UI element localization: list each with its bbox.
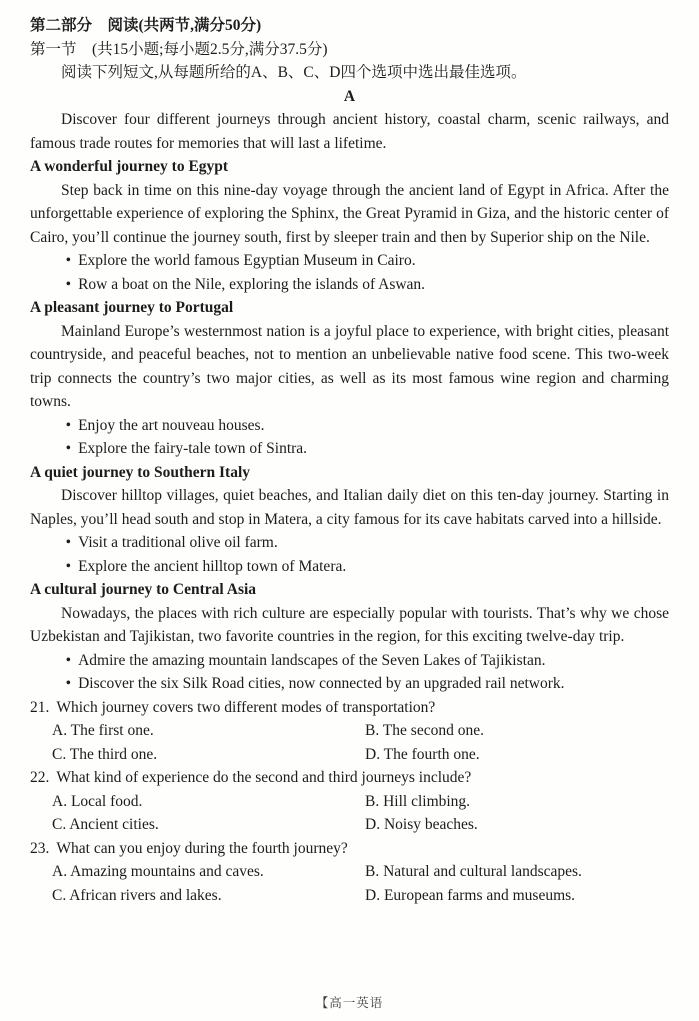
bullet-text: Row a boat on the Nile, exploring the islands of Aswan.: [78, 275, 426, 293]
bullet-item: [30, 249, 669, 273]
part-heading: 第二部分 阅读(共两节,满分50分): [30, 17, 262, 34]
question-stem: [30, 696, 669, 720]
section-body-central-asia: Nowadays, the places with rich culture are especially popular with tourists. That’s why we chose Uzbekistan and Tajikistan, two favorite countries in the region, for this exciting twelve-day trip.: [30, 604, 669, 645]
question-21: [30, 696, 669, 767]
bullet-item: [30, 414, 669, 438]
options-grid: [30, 790, 669, 837]
bullet-item: [30, 437, 669, 461]
bullet-icon: •: [65, 651, 72, 669]
option-d: D. Noisy beaches.: [365, 816, 478, 833]
question-stem: [30, 837, 669, 861]
options-grid: [30, 719, 669, 766]
question-text: What can you enjoy during the fourth journey?: [56, 839, 348, 857]
bullet-item: [30, 531, 669, 555]
section-heading-portugal: A pleasant journey to Portugal: [30, 299, 234, 316]
option-d: D. The fourth one.: [365, 745, 480, 763]
question-text: Which journey covers two different modes of transportation?: [56, 698, 436, 716]
option-b: B. The second one.: [365, 722, 484, 739]
bullet-text: Admire the amazing mountain landscapes of the Seven Lakes of Tajikistan.: [78, 651, 546, 669]
bullet-text: Visit a traditional olive oil farm.: [78, 534, 278, 551]
section-body-italy: Discover hilltop villages, quiet beaches, and Italian daily diet on this ten-day journey. Starting in Naples, you’ll head south and stop in Matera, a city famous for its cave habitats carved into a hillside.: [30, 487, 669, 528]
bullet-text: Explore the ancient hilltop town of Matera.: [78, 557, 347, 575]
bullet-item: [30, 555, 669, 579]
section-heading-central-asia: A cultural journey to Central Asia: [30, 581, 257, 598]
bullet-icon: •: [65, 557, 72, 575]
option-b: B. Hill climbing.: [365, 792, 471, 810]
option-c: C. African rivers and lakes.: [52, 886, 222, 904]
option-a: A. The first one.: [52, 722, 154, 739]
bullet-text: Explore the fairy-tale town of Sintra.: [78, 440, 308, 457]
section-body-egypt: Step back in time on this nine-day voyage through the ancient land of Egypt in Africa. After the unforgettable experience of exploring the Sphinx, the Great Pyramid in Giza, and the historic center of Cairo, you’ll continue the journey south, first by sleeper train and then by Superior ship on the Nile.: [30, 181, 669, 246]
option-a: A. Amazing mountains and caves.: [52, 863, 264, 880]
bullet-item: [30, 649, 669, 673]
bullet-text: Discover the six Silk Road cities, now connected by an upgraded rail network.: [78, 675, 565, 692]
section-heading-egypt: A wonderful journey to Egypt: [30, 158, 229, 175]
question-number: 21.: [30, 698, 50, 716]
bullet-icon: •: [65, 416, 72, 434]
bullet-icon: •: [65, 675, 72, 692]
section-heading-italy: A quiet journey to Southern Italy: [30, 463, 251, 481]
bullet-item: [30, 273, 669, 297]
bullet-icon: •: [65, 275, 72, 293]
section-heading: 第一节 (共15小题;每小题2.5分,满分37.5分): [30, 40, 328, 58]
question-23: [30, 837, 669, 908]
question-number: 23.: [30, 839, 50, 857]
bullet-item: [30, 672, 669, 696]
bullet-icon: •: [65, 252, 72, 269]
bullet-text: Explore the world famous Egyptian Museum in Cairo.: [78, 252, 416, 269]
section-body-portugal: Mainland Europe’s westernmost nation is a joyful place to experience, with bright cities, pleasant countryside, and peaceful beaches, not to mention an unbelievable native food scene. This two-week trip connects the country’s two major cities, as well as its most famous wine region and charming towns.: [30, 322, 669, 410]
question-22: [30, 766, 669, 837]
passage-intro: Discover four different journeys through ancient history, coastal charm, scenic railways, and famous trade routes for memories that will last a lifetime.: [30, 111, 669, 152]
bullet-icon: •: [65, 534, 72, 551]
question-text: What kind of experience do the second and third journeys include?: [56, 769, 472, 786]
question-stem: [30, 766, 669, 790]
passage-label: A: [343, 87, 356, 105]
bullet-text: Enjoy the art nouveau houses.: [78, 416, 265, 434]
question-number: 22.: [30, 769, 50, 786]
page-footer: 【高一英语: [315, 995, 384, 1010]
option-c: C. Ancient cities.: [52, 816, 159, 833]
option-c: C. The third one.: [52, 745, 158, 763]
option-b: B. Natural and cultural landscapes.: [365, 863, 582, 880]
options-grid: [30, 860, 669, 907]
option-a: A. Local food.: [52, 792, 143, 810]
bullet-icon: •: [65, 440, 72, 457]
option-d: D. European farms and museums.: [365, 886, 576, 904]
instructions-text: 阅读下列短文,从每题所给的A、B、C、D四个选项中选出最佳选项。: [61, 64, 527, 81]
